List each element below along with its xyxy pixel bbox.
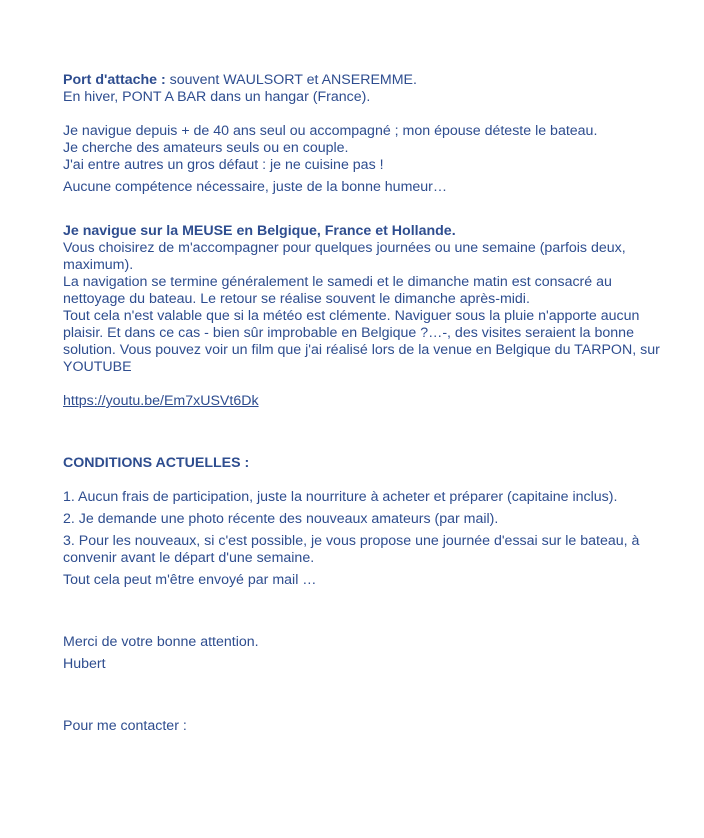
port-value: souvent WAULSORT et ANSEREMME. xyxy=(165,72,417,88)
document-page xyxy=(63,72,663,735)
condition-item-3: 3. Pour les nouveaux, si c'est possible, je vous propose une journée d'essai sur le bateau, à convenir avant le départ d'une semaine. xyxy=(63,533,640,566)
navigation-paragraph-1: Vous choisirez de m'accompagner pour quelques journées ou une semaine (parfois deux, maximum). xyxy=(63,240,626,273)
conditions-note: Tout cela peut m'être envoyé par mail … xyxy=(63,572,317,588)
youtube-link[interactable]: https://youtu.be/Em7xUSVt6Dk xyxy=(63,393,259,409)
intro-line-3: J'ai entre autres un gros défaut : je ne cuisine pas ! xyxy=(63,157,384,173)
navigation-paragraph-3: Tout cela n'est valable que si la météo est clémente. Naviguer sous la pluie n'apporte aucun plaisir. Et dans ce cas - bien sûr improbable en Belgique ?…-, des visites seraient la bonne solution. Vous pouvez voir un film que j'ai réalisé lors de la venue en Belgique du TARPON, sur YOUTUBE xyxy=(63,308,660,375)
winter-line: En hiver, PONT A BAR dans un hangar (France). xyxy=(63,89,371,105)
navigation-heading: Je navigue sur la MEUSE en Belgique, France et Hollande. xyxy=(63,223,456,239)
condition-item-1: 1. Aucun frais de participation, juste la nourriture à acheter et préparer (capitaine inclus). xyxy=(63,489,618,505)
navigation-paragraph-2: La navigation se termine généralement le samedi et le dimanche matin est consacré au nettoyage du bateau. Le retour se réalise souvent le dimanche après-midi. xyxy=(63,274,612,307)
thanks-line: Merci de votre bonne attention. xyxy=(63,634,259,650)
intro-line-2: Je cherche des amateurs seuls ou en couple. xyxy=(63,140,349,156)
signature: Hubert xyxy=(63,656,106,672)
contact-line: Pour me contacter : xyxy=(63,718,187,734)
conditions-heading: CONDITIONS ACTUELLES : xyxy=(63,455,250,471)
port-label: Port d'attache : xyxy=(63,72,166,88)
condition-item-2: 2. Je demande une photo récente des nouveaux amateurs (par mail). xyxy=(63,511,499,527)
port-line xyxy=(63,72,663,89)
intro-line-4: Aucune compétence nécessaire, juste de la bonne humeur… xyxy=(63,179,448,195)
intro-line-1: Je navigue depuis + de 40 ans seul ou accompagné ; mon épouse déteste le bateau. xyxy=(63,123,598,139)
